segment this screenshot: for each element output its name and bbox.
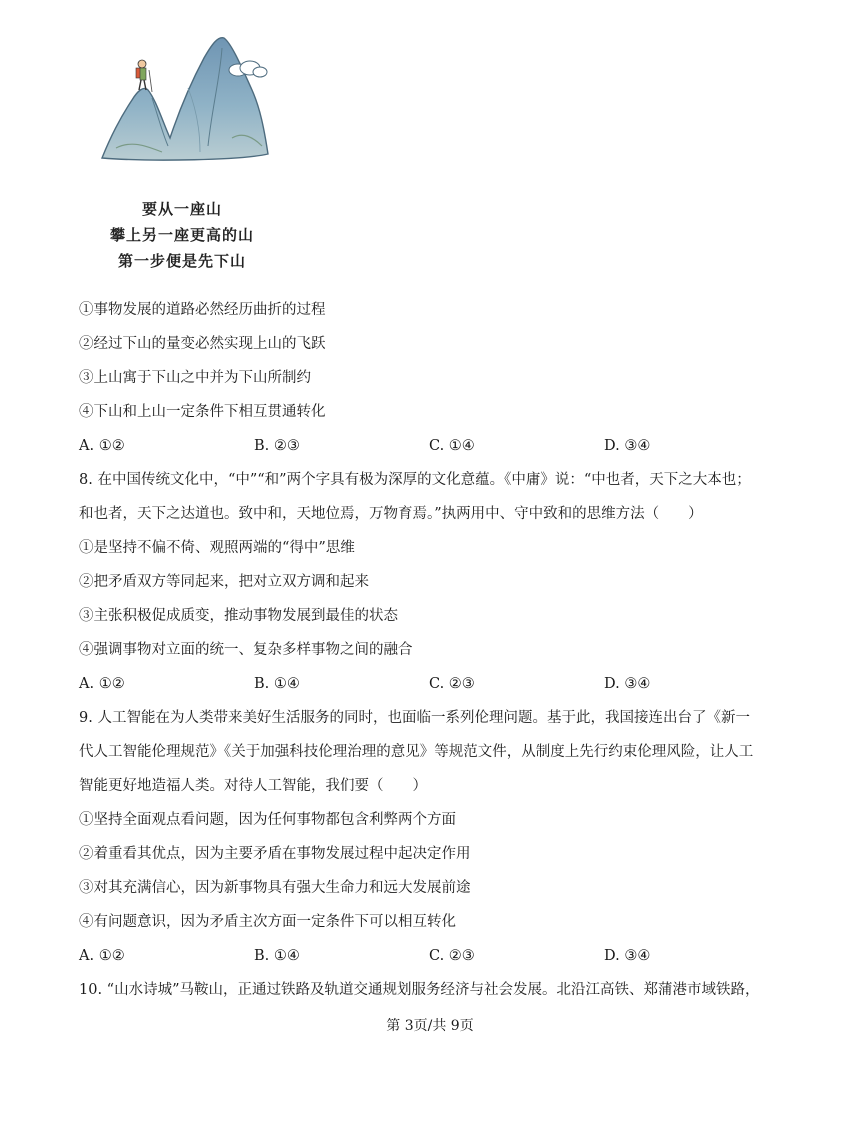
illustration-caption-line-1: 要从一座山 — [141, 200, 222, 218]
q10-stem-line-1: 10. “山水诗城”马鞍山，正通过铁路及轨道交通规划服务经济与社会发展。北沿江高铁、郑蒲港市域铁路， — [79, 982, 760, 998]
q9-stem-line-2: 代人工智能伦理规范》《关于加强科技伦理治理的意见》等规范文件，从制度上先行约束伦理风险，让人工 — [79, 744, 754, 760]
q9-option-2: ②着重看其优点，因为主要矛盾在事物发展过程中起决定作用 — [79, 846, 471, 862]
q9-choice-a[interactable]: A. ①② — [79, 948, 125, 964]
illustration-caption-line-3: 第一步便是先下山 — [117, 252, 246, 270]
q9-option-1: ①坚持全面观点看问题，因为任何事物都包含利弊两个方面 — [79, 812, 456, 828]
q7-choice-c[interactable]: C. ①④ — [429, 438, 475, 454]
q7-choices — [79, 436, 779, 456]
q7-choice-d[interactable]: D. ③④ — [604, 438, 651, 454]
page-number-footer: 第 3页/共 9页 — [386, 1018, 474, 1034]
q9-option-3: ③对其充满信心，因为新事物具有强大生命力和远大发展前途 — [79, 880, 471, 896]
q8-stem-line-1: 8. 在中国传统文化中，“中”“和”两个字具有极为深厚的文化意蕴。《中庸》说：“中也者，天下之大本也； — [79, 472, 751, 488]
q7-choice-a[interactable]: A. ①② — [79, 438, 125, 454]
q7-choice-b[interactable]: B. ②③ — [254, 438, 300, 454]
q8-option-3: ③主张积极促成质变，推动事物发展到最佳的状态 — [79, 608, 398, 624]
q9-stem-line-1: 9. 人工智能在为人类带来美好生活服务的同时，也面临一系列伦理问题。基于此，我国接连出台了《新一 — [79, 710, 750, 726]
q8-choice-d[interactable]: D. ③④ — [604, 676, 651, 692]
q9-option-4: ④有问题意识，因为矛盾主次方面一定条件下可以相互转化 — [79, 914, 456, 930]
q8-option-2: ②把矛盾双方等同起来，把对立双方调和起来 — [79, 574, 369, 590]
q7-option-1: ①事物发展的道路必然经历曲折的过程 — [79, 302, 326, 318]
illustration-caption-line-2: 攀上另一座更高的山 — [109, 226, 254, 244]
q8-stem-line-2: 和也者，天下之达道也。致中和，天地位焉，万物育焉。”执两用中、守中致和的思维方法（ ） — [79, 506, 703, 522]
q7-option-3: ③上山寓于下山之中并为下山所制约 — [79, 370, 311, 386]
q9-choice-d[interactable]: D. ③④ — [604, 948, 651, 964]
q8-choice-c[interactable]: C. ②③ — [429, 676, 475, 692]
q7-option-2: ②经过下山的量变必然实现上山的飞跃 — [79, 336, 326, 352]
q9-choices — [79, 946, 779, 966]
q9-stem-line-3: 智能更好地造福人类。对待人工智能，我们要（ ） — [79, 778, 427, 794]
q8-choices — [79, 674, 779, 694]
mountain-drawing — [92, 28, 292, 178]
q8-option-4: ④强调事物对立面的统一、复杂多样事物之间的融合 — [79, 642, 413, 658]
q8-option-1: ①是坚持不偏不倚、观照两端的“得中”思维 — [79, 540, 355, 556]
hiker-figure — [136, 60, 152, 92]
q9-choice-c[interactable]: C. ②③ — [429, 948, 475, 964]
q8-choice-b[interactable]: B. ①④ — [254, 676, 300, 692]
q9-choice-b[interactable]: B. ①④ — [254, 948, 300, 964]
q7-option-4: ④下山和上山一定条件下相互贯通转化 — [79, 404, 326, 420]
q8-choice-a[interactable]: A. ①② — [79, 676, 125, 692]
